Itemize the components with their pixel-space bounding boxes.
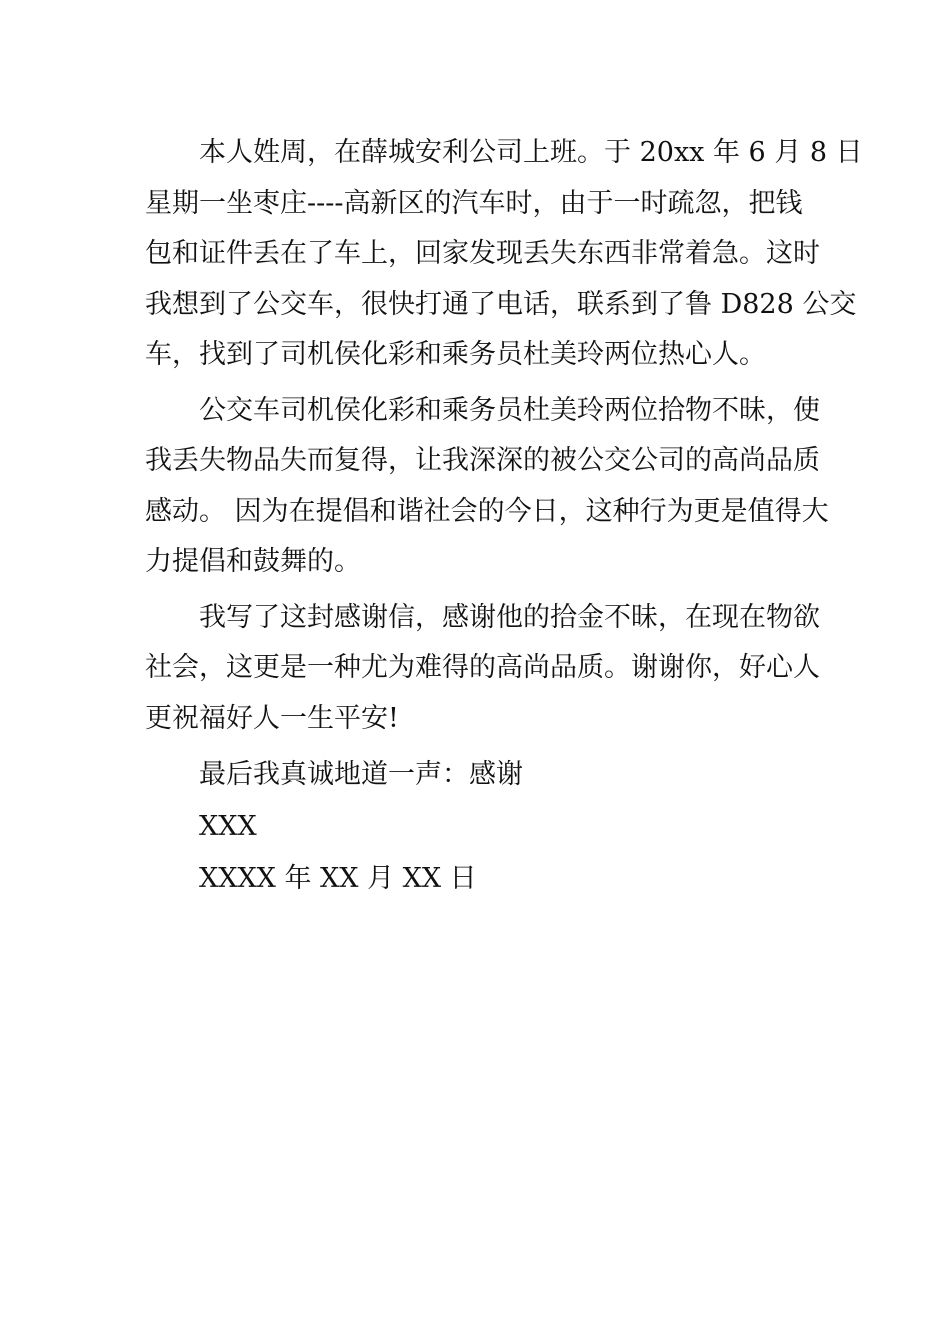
paragraph-line: 公交车司机侯化彩和乘务员杜美玲两位拾物不昧，使 <box>199 394 820 426</box>
paragraph-line: 社会，这更是一种尤为难得的高尚品质。谢谢你，好心人 <box>145 652 820 683</box>
letter-date: XXXX 年 XX 月 XX 日 <box>199 863 477 894</box>
paragraph-line: 更祝福好人一生平安! <box>145 702 399 734</box>
closing-remark: 最后我真诚地道一声：感谢 <box>199 759 523 790</box>
paragraph-1 <box>145 128 863 381</box>
paragraph-line: 车，找到了司机侯化彩和乘务员杜美玲两位热心人。 <box>145 339 766 370</box>
paragraph-line: 感动。 因为在提倡和谐社会的今日，这种行为更是值得大 <box>145 495 829 527</box>
paragraph-line: 我写了这封感谢信，感谢他的拾金不昧，在现在物欲 <box>199 601 820 633</box>
paragraph-line: 我丢失物品失而复得，让我深深的被公交公司的高尚品质 <box>145 445 820 476</box>
paragraph-line: 星期一坐枣庄----高新区的汽车时，由于一时疏忽，把钱 <box>145 187 803 219</box>
thank-you-letter <box>145 128 863 905</box>
signature: XXX <box>199 811 257 842</box>
paragraph-line: 力提倡和鼓舞的。 <box>145 546 361 577</box>
paragraph-line: 本人姓周，在薛城安利公司上班。于 20xx 年 6 月 8 日 <box>199 137 863 168</box>
paragraph-2 <box>145 386 829 588</box>
paragraph-line: 包和证件丢在了车上，回家发现丢失东西非常着急。这时 <box>145 238 820 269</box>
paragraph-3 <box>145 593 820 745</box>
paragraph-line: 我想到了公交车，很快打通了电话，联系到了鲁 D828 公交 <box>145 288 857 320</box>
